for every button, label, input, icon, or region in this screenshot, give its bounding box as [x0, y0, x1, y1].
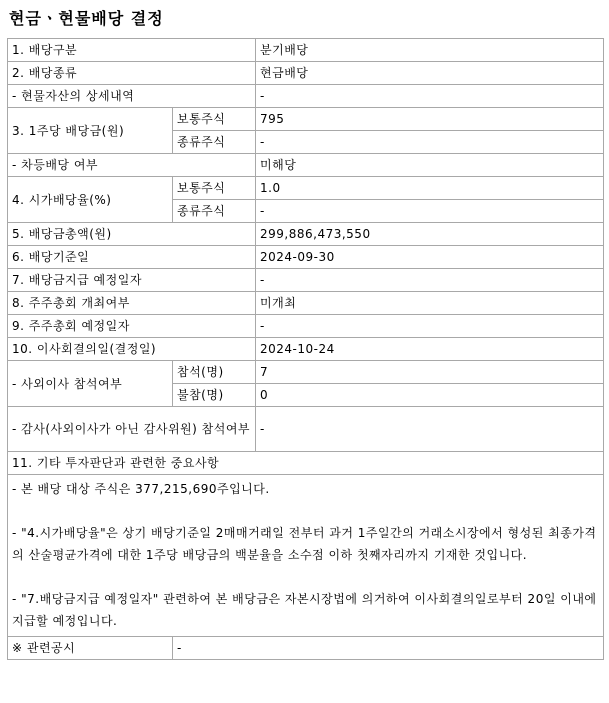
table-row [8, 154, 604, 177]
other-matters-notes [8, 475, 604, 637]
directors-absent-value: 0 [256, 384, 604, 407]
row-value-total: 299,886,473,550 [256, 223, 604, 246]
row-label-agm-held: 8. 주주총회 개최여부 [8, 292, 256, 315]
row-label-yield: 4. 시가배당율(%) [8, 177, 173, 223]
table-row [8, 223, 604, 246]
row-label-other-matters: 11. 기타 투자판단과 관련한 중요사항 [8, 452, 604, 475]
row-label-in-kind-details: - 현물자산의 상세내역 [8, 85, 256, 108]
table-row [8, 108, 604, 131]
dps-preferred-value: - [256, 131, 604, 154]
table-row [8, 338, 604, 361]
row-value-auditor-attendance: - [256, 407, 604, 452]
row-value-record-date: 2024-09-30 [256, 246, 604, 269]
note-dividend-yield: - "4.시가배당율"은 상기 배당기준일 2매매거래일 전부터 과거 1주일간의 거래소시장에서 형성된 최종가격의 산술평균가격에 대한 1주당 배당금의 백분율을 소수점 이하 첫째자리까지 기재한 것입니다. [12, 526, 597, 562]
sub-label-preferred: 종류주식 [173, 200, 256, 223]
sub-label-absent: 불참(명) [173, 384, 256, 407]
table-row [8, 292, 604, 315]
table-row [8, 269, 604, 292]
row-value-differential: 미해당 [256, 154, 604, 177]
row-value-in-kind-details: - [256, 85, 604, 108]
yield-preferred-value: - [256, 200, 604, 223]
table-row [8, 637, 604, 660]
row-label-dividend-type: 1. 배당구분 [8, 39, 256, 62]
row-label-auditor-attendance: - 감사(사외이사가 아닌 감사위원) 참석여부 [8, 407, 256, 452]
related-disclosure-label: ※ 관련공시 [8, 637, 173, 660]
row-value-agm-date: - [256, 315, 604, 338]
row-label-payment-date: 7. 배당금지급 예정일자 [8, 269, 256, 292]
note-payment-date: - "7.배당금지급 예정일자" 관련하여 본 배당금은 자본시장법에 의거하여 이사회결의일로부터 20일 이내에 지급할 예정입니다. [12, 592, 597, 628]
sub-label-common: 보통주식 [173, 177, 256, 200]
dps-common-value: 795 [256, 108, 604, 131]
row-label-outside-directors: - 사외이사 참석여부 [8, 361, 173, 407]
directors-present-value: 7 [256, 361, 604, 384]
table-row [8, 361, 604, 384]
table-row [8, 475, 604, 637]
row-value-agm-held: 미개최 [256, 292, 604, 315]
table-row [8, 246, 604, 269]
yield-common-value: 1.0 [256, 177, 604, 200]
page-title: 현금ㆍ현물배당 결정 [9, 9, 164, 28]
row-value-dividend-kind: 현금배당 [256, 62, 604, 85]
row-label-agm-date: 9. 주주총회 예정일자 [8, 315, 256, 338]
row-label-record-date: 6. 배당기준일 [8, 246, 256, 269]
row-label-differential: - 차등배당 여부 [8, 154, 256, 177]
table-row [8, 177, 604, 200]
row-label-board-date: 10. 이사회결의일(결정일) [8, 338, 256, 361]
table-row [8, 315, 604, 338]
row-label-dps: 3. 1주당 배당금(원) [8, 108, 173, 154]
table-row [8, 39, 604, 62]
row-value-payment-date: - [256, 269, 604, 292]
table-row [8, 452, 604, 475]
related-disclosure-value: - [173, 637, 604, 660]
row-label-dividend-kind: 2. 배당종류 [8, 62, 256, 85]
sub-label-preferred: 종류주식 [173, 131, 256, 154]
note-share-count: - 본 배당 대상 주식은 377,215,690주입니다. [12, 482, 270, 496]
table-row [8, 407, 604, 452]
row-label-total: 5. 배당금총액(원) [8, 223, 256, 246]
table-row [8, 85, 604, 108]
dividend-disclosure-table [7, 38, 604, 660]
row-value-dividend-type: 분기배당 [256, 39, 604, 62]
table-row [8, 62, 604, 85]
sub-label-present: 참석(명) [173, 361, 256, 384]
sub-label-common: 보통주식 [173, 108, 256, 131]
row-value-board-date: 2024-10-24 [256, 338, 604, 361]
